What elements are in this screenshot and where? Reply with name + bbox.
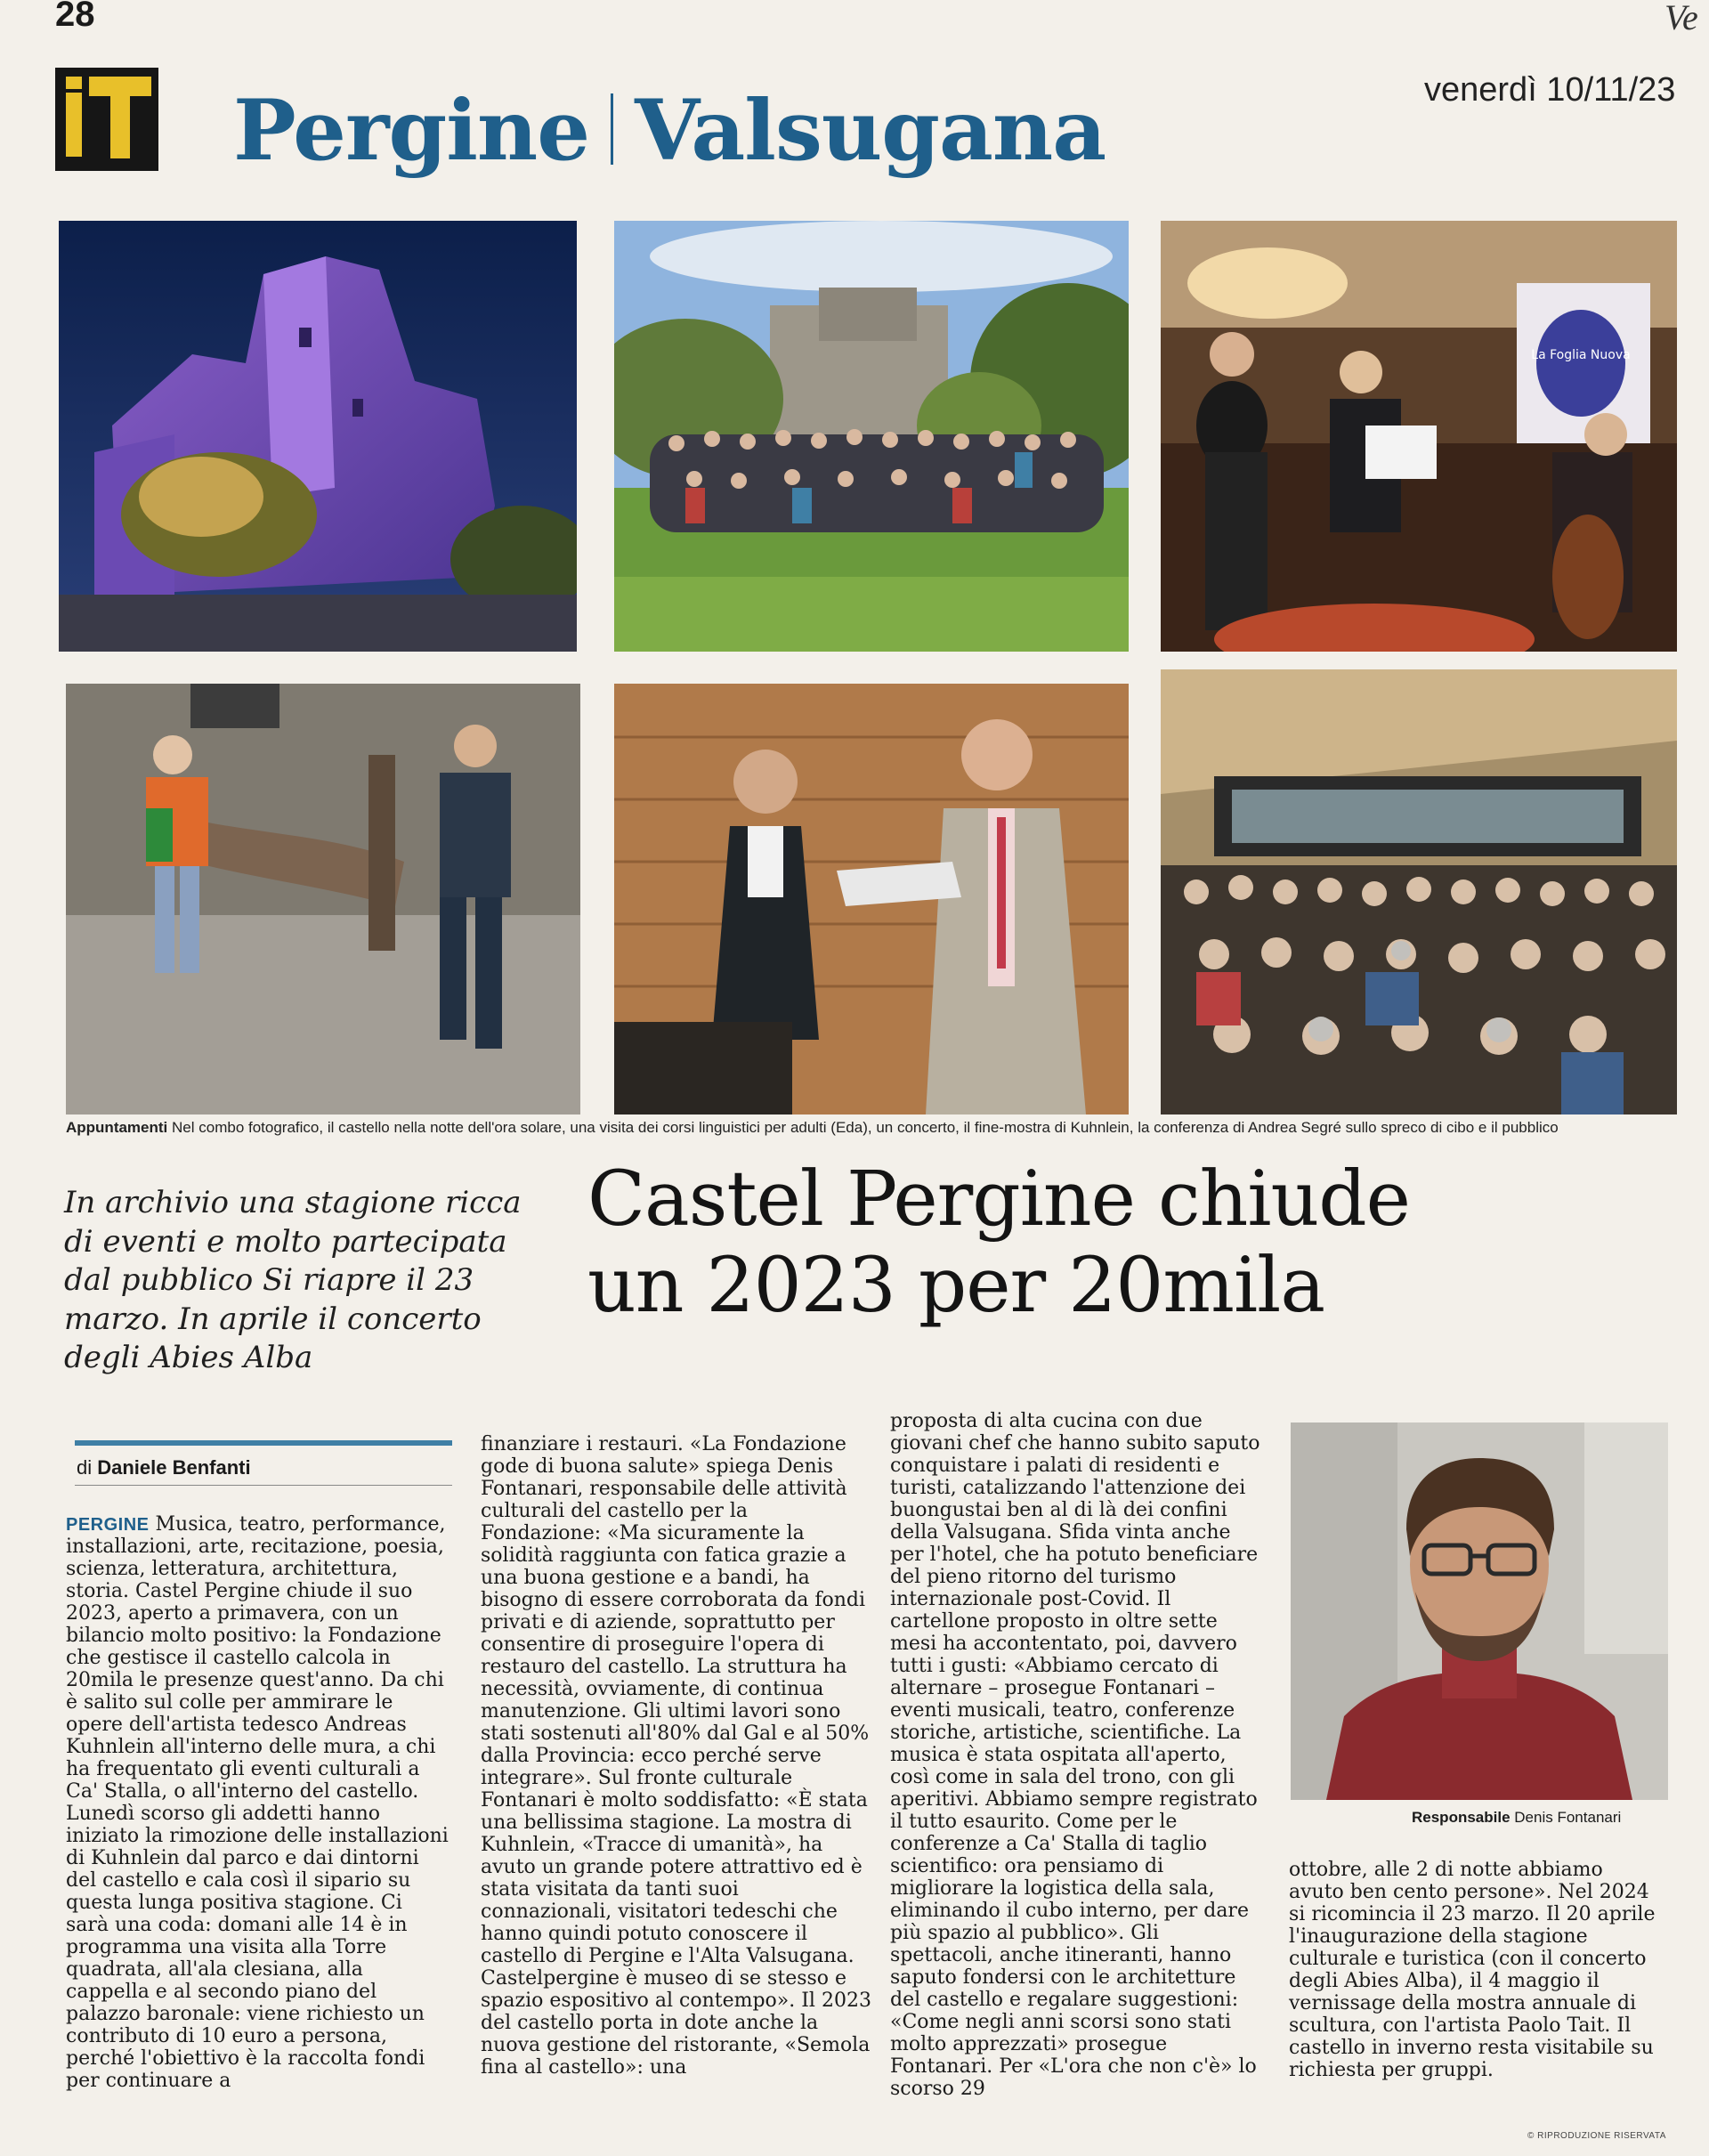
section-title-left: Pergine: [233, 82, 590, 180]
section-title-right: Valsugana: [635, 82, 1106, 180]
issue-date: venerdì 10/11/23: [1424, 71, 1676, 109]
article-column-1-text: Musica, teatro, performance, installazioni, arte, recitazione, poesia, scienza, letteratura, architettura, storia. Castel Pergine chiude il suo 2023, aperto a primavera, con un bilancio molto positivo: la Fondazione che gestisce il castello calcola in 20mila le presenze quest'anno. Da chi è salito sul colle per ammirare le opere dell'artista tedesco Andreas Kuhnlein all'interno delle mura, a chi ha frequentato gli eventi culturali a Ca' Stalla, o all'interno del castello. Lunedì scorso gli addetti hanno iniziato la rimozione delle installazioni di Kuhnlein dal parco e dai dintorni del castello e cala così il sipario su questa lunga positiva stagione. Ci sarà una coda: domani alle 14 è in programma una visita alla Torre quadrata, all'ala clesiana, alla cappella e al secondo piano del palazzo baronale: viene richiesto un contributo di 10 euro a persona, perché l'obiettivo è la raccolta fondi per continuare a: [66, 1513, 449, 2092]
article-headline: [587, 1157, 1691, 1330]
newspaper-logo: [55, 68, 158, 171]
next-page-fragment: Ve: [1664, 0, 1698, 37]
conference-image: [614, 684, 1129, 1114]
headline-line-1: Castel Pergine chiude: [587, 1155, 1410, 1244]
group-image: [614, 221, 1129, 652]
sculpture-image: [66, 684, 580, 1114]
audience-image: [1161, 669, 1677, 1114]
concert-banner-text: La Foglia Nuova: [1531, 348, 1631, 362]
photo-group: [614, 221, 1129, 652]
photo-conference: [614, 684, 1129, 1114]
concert-image: [1161, 221, 1677, 652]
article-kicker: In archivio una stagione ricca di eventi e molto partecipata dal pubblico Si riapre il 23 marzo. In aprile il concerto degli Abies Alba: [64, 1185, 522, 1376]
byline-rule: [75, 1440, 452, 1446]
portrait-caption-name: Denis Fontanari: [1514, 1809, 1622, 1826]
photo-audience: [1161, 669, 1677, 1114]
byline-underline: [75, 1485, 452, 1486]
portrait-caption-label: Responsabile: [1412, 1809, 1511, 1826]
article-column-4: ottobre, alle 2 di notte abbiamo avuto ben cento persone». Nel 2024 si ricomincia il 23 marzo. Il 20 aprile l'inaugurazione della stagione culturale e turistica (con il concerto degli Abies Alba), il 4 maggio il vernissage della mostra annuale di scultura, con l'artista Paolo Tait. Il castello in inverno resta visitabile su richiesta per gruppi.: [1289, 1859, 1656, 2081]
byline-prefix: di: [77, 1456, 93, 1479]
copyright-notice: © RIPRODUZIONE RISERVATA: [1527, 2131, 1666, 2141]
article-column-3: proposta di alta cucina con due giovani chef che hanno subito saputo conquistare i palati di residenti e turisti, catalizzando l'attenzione dei buongustai ben al di là dei confini della Valsugana. Sfida vinta anche per l'hotel, che ha potuto beneficiare del pieno ritorno del turismo internazionale post-Covid. Il cartellone proposto in oltre sette mesi ha accontentato, poi, davvero tutti i gusti: «Abbiamo cercato di alternare – prosegue Fontanari – eventi musicali, teatro, conferenze storiche, artistiche, scientifiche. La musica è stata ospitata all'aperto, così come in sala del trono, con gli aperitivi. Abbiamo sempre registrato il tutto esaurito. Come per le conferenze a Ca' Stalla di taglio scientifico: ora pensiamo di migliorare la logistica della sala, eliminando il cubo interno, per dare più spazio al pubblico». Gli spettacoli, anche itineranti, hanno saputo fondersi con le architetture del castello e regalare suggestioni: «Come negli anni scorsi sono stati molto apprezzati» prosegue Fontanari. Per «L'ora che non c'è» lo scorso 29: [890, 1410, 1260, 2100]
article-dateline: PERGINE: [66, 1515, 150, 1535]
page-number: 28: [55, 0, 95, 34]
section-title: [233, 82, 1106, 180]
portrait-image: [1291, 1422, 1668, 1800]
article-column-2: finanziare i restauri. «La Fondazione gode di buona salute» spiega Denis Fontanari, responsabile delle attività culturali del castello per la Fondazione: «Ma sicuramente la solidità raggiunta con fatica grazie a una buona gestione e a bandi, ha bisogno di essere corroborata da fondi privati e di aziende, soprattutto per consentire di proseguire l'opera di restauro del castello. La struttura ha necessità, ovviamente, di continua manutenzione. Gli ultimi lavori sono stati sostenuti all'80% dal Gal e al 50% dalla Provincia: ecco perché serve integrare». Sul fronte culturale Fontanari è molto soddisfatto: «È stata una bellissima stagione. La mostra di Kuhnlein, «Tracce di umanità», ha avuto un grande potere attrattivo ed è stata visitata da tanti suoi connazionali, visitatori tedeschi che hanno quindi potuto conoscere il castello di Pergine e l'Alta Valsugana. Castelpergine è museo di se stesso e spazio espositivo al contempo». Il 2023 del castello porta in dote anche la nuova gestione del ristorante, «Semola fina al castello»: una: [481, 1433, 871, 2079]
portrait-caption: [1412, 1809, 1621, 1827]
photo-castle-night: [59, 221, 577, 652]
headline-line-2: un 2023 per 20mila: [587, 1241, 1325, 1330]
section-divider: [611, 93, 613, 165]
caption-text: Nel combo fotografico, il castello nella notte dell'ora solare, una visita dei corsi linguistici per adulti (Eda), un concerto, il fine-mostra di Kuhnlein, la conferenza di Andrea Segré sullo spreco di cibo e il pubblico: [172, 1119, 1559, 1136]
photo-portrait: [1291, 1422, 1668, 1800]
photo-caption: [66, 1119, 1686, 1137]
byline-author: Daniele Benfanti: [97, 1456, 251, 1479]
photo-concert: [1161, 221, 1677, 652]
castle-night-image: [59, 221, 577, 652]
caption-label: Appuntamenti: [66, 1119, 168, 1136]
byline: [77, 1456, 251, 1479]
photo-sculpture: [66, 684, 580, 1114]
article-column-1: [66, 1513, 450, 2092]
